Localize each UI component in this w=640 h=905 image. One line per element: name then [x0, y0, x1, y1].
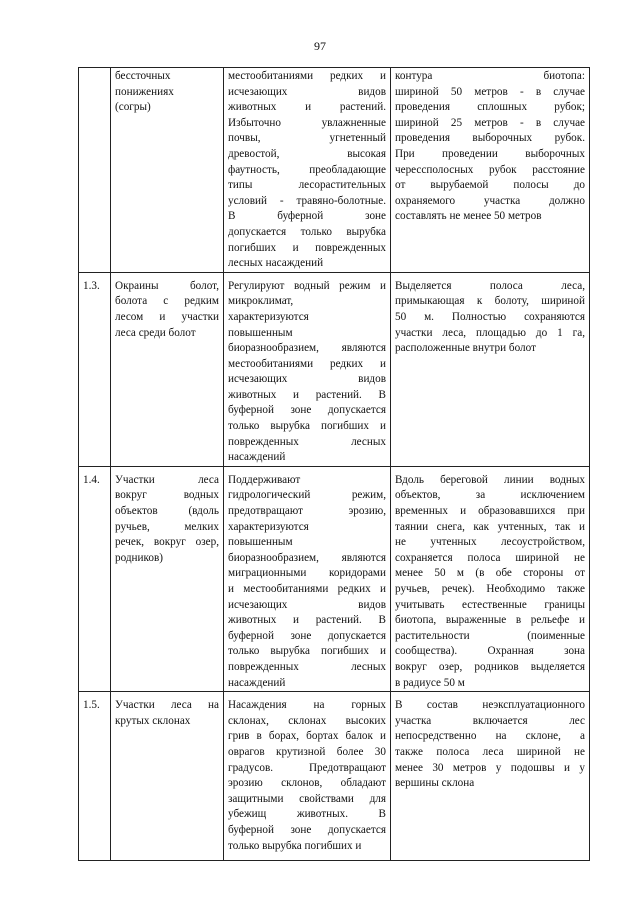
norm-text-line: временных и образовавшихся при: [395, 505, 585, 518]
norm-text-line: в радиусе 50 м: [395, 676, 465, 689]
norm-text-line: менее 30 метров у подошвы и у: [395, 761, 585, 774]
type-text-line: вокруг водных: [115, 489, 219, 502]
norm-text-line: ручьев, речек). Необходимо также: [395, 583, 585, 595]
row-number: 1.5.: [83, 699, 100, 712]
norm-text-line: контура биотопа:: [395, 70, 585, 82]
norm-text-line: менее 50 м (в обе стороны от: [395, 567, 585, 580]
purpose-text-line: биоразнообразием, являются: [228, 342, 386, 355]
purpose-text-line: Поддерживают: [228, 473, 301, 486]
purpose-text-line: эрозию склонов, обладают: [228, 777, 386, 790]
norm-text-line: не учтенных лесоустройством,: [395, 536, 585, 549]
purpose-text-line: исчезающих видов: [228, 598, 386, 611]
purpose-text-line: предотвращают эрозию,: [228, 505, 386, 518]
purpose-text-line: только вырубка погибших и: [228, 420, 386, 433]
row-number-cell: [79, 692, 111, 861]
norm-text-line: вершины склона: [395, 777, 475, 790]
norm-text-line: растительности (поименные: [395, 629, 585, 642]
purpose-text-line: условий - травяно-болотные.: [228, 194, 386, 207]
norm-text-line: примыкающая к болоту, шириной: [395, 295, 585, 308]
norm-text-line: расположенные внутри болот: [395, 342, 536, 355]
type-text-line: бессточных: [115, 70, 171, 82]
purpose-text-line: грив в борах, бортах балок и: [228, 730, 386, 743]
norm-text-line: участки леса, площадью до 1 га,: [395, 326, 585, 339]
norm-text-line: Выделяется полоса леса,: [395, 279, 585, 292]
type-cell: [111, 692, 224, 861]
purpose-text-line: Регулируют водный режим и: [228, 279, 386, 292]
purpose-cell: [224, 272, 391, 466]
type-text-line: (согры): [115, 101, 151, 114]
norm-text-line: охраняемого участка должно: [395, 194, 585, 207]
purpose-text-line: миграционными коридорами: [228, 567, 386, 580]
purpose-text-line: повышенным: [228, 326, 293, 339]
purpose-text-line: повышенным: [228, 536, 293, 549]
purpose-text-line: и местообитаниями редких и: [228, 583, 386, 595]
purpose-text-line: склонах, склонах высоких: [228, 714, 386, 727]
table-row-continued: [79, 68, 590, 273]
norm-text-line: от вырубаемой полосы до: [395, 179, 585, 192]
purpose-text-line: типы лесорастительных: [228, 179, 386, 192]
purpose-text-line: местообитаниями редких и: [228, 357, 386, 370]
type-text-line: Окраины болот,: [115, 279, 219, 292]
purpose-text-line: погибших и поврежденных: [228, 241, 386, 254]
norm-text-line: проведения сплошных рубок;: [395, 101, 585, 114]
purpose-text-line: животных и растений. В: [228, 388, 386, 401]
purpose-text-line: животных и растений. В: [228, 614, 386, 627]
type-text-line: Участки леса на: [115, 699, 219, 712]
norm-text-line: В состав неэксплуатационного: [395, 699, 585, 712]
purpose-text-line: только вырубка погибших и: [228, 645, 386, 658]
purpose-text-line: убежищ животных. В: [228, 808, 386, 821]
type-cell: [111, 68, 224, 273]
purpose-text-line: характеризуются: [228, 520, 309, 533]
norm-text-line: учитывать естественные границы: [395, 598, 585, 611]
norm-text-line: участка включается лес: [395, 714, 585, 727]
purpose-text-line: гидрологический режим,: [228, 489, 386, 502]
purpose-text-line: насаждений: [228, 451, 286, 464]
norm-text-line: шириной 50 метров - в случае: [395, 85, 585, 98]
protected-areas-table: [78, 67, 590, 861]
norm-text-line: шириной 25 метров - в случае: [395, 116, 585, 129]
page-number: 97: [314, 39, 326, 53]
purpose-text-line: фаутность, преобладающие: [228, 163, 386, 176]
norm-text-line: сохраняется полоса шириной не: [395, 551, 585, 564]
norm-text-line: биотопа, выраженные в рельефе и: [395, 614, 585, 627]
norm-text-line: составлять не менее 50 метров: [395, 210, 542, 223]
purpose-cell: [224, 692, 391, 861]
type-text-line: крутых склонах: [115, 714, 191, 727]
purpose-text-line: градусов. Предотвращают: [228, 761, 386, 774]
type-text-line: объектов (вдоль: [115, 505, 219, 518]
norm-cell: [391, 272, 590, 466]
norm-text-line: черессполосных рубок расстояние: [395, 163, 585, 176]
type-text-line: речек, вокруг озер,: [115, 536, 219, 549]
purpose-text-line: оврагов крутизной более 30: [228, 745, 386, 758]
type-text-line: ручьев, мелких: [115, 520, 219, 533]
norm-cell: [391, 466, 590, 691]
purpose-text-line: биоразнообразием, являются: [228, 551, 386, 564]
purpose-text-line: почвы, угнетенный: [228, 132, 386, 145]
norm-text-line: вокруг озер, родников выделяется: [395, 660, 585, 673]
row-number: 1.4.: [83, 473, 100, 486]
purpose-text-line: лесных насаждений: [228, 257, 324, 270]
purpose-text-line: В буферной зоне: [228, 210, 386, 223]
norm-text-line: объектов, за исключением: [395, 489, 585, 502]
purpose-text-line: животных и растений.: [228, 101, 386, 114]
norm-text-line: Вдоль береговой линии водных: [395, 473, 585, 486]
norm-cell: [391, 692, 590, 861]
purpose-text-line: характеризуются: [228, 310, 309, 323]
purpose-cell: [224, 466, 391, 691]
purpose-text-line: буферной зоне допускается: [228, 629, 386, 642]
type-cell: [111, 272, 224, 466]
norm-text-line: 50 м. Полностью сохраняются: [395, 310, 585, 323]
type-text-line: Участки леса: [115, 473, 219, 486]
type-text-line: леса среди болот: [115, 326, 196, 339]
norm-text-line: сообщества). Охранная зона: [395, 645, 585, 658]
type-text-line: родников): [115, 551, 163, 564]
purpose-text-line: поврежденных лесных: [228, 660, 386, 673]
purpose-text-line: допускается только вырубка: [228, 225, 386, 238]
purpose-text-line: исчезающих видов: [228, 373, 386, 386]
norm-text-line: проведения выборочных рубок.: [395, 132, 585, 145]
purpose-text-line: насаждений: [228, 676, 286, 689]
row-number-cell: [79, 272, 111, 466]
purpose-text-line: буферной зоне допускается: [228, 404, 386, 417]
row-number: 1.3.: [83, 279, 100, 292]
norm-cell: [391, 68, 590, 273]
purpose-text-line: поврежденных лесных: [228, 435, 386, 448]
norm-text-line: непосредственно на склоне, а: [395, 730, 585, 743]
purpose-text-line: древостой, высокая: [228, 147, 386, 160]
type-text-line: понижениях: [115, 85, 174, 98]
row-number-cell: [79, 68, 111, 273]
norm-text-line: также полоса леса шириной не: [395, 745, 585, 758]
purpose-text-line: исчезающих видов: [228, 85, 386, 98]
purpose-text-line: Насаждения на горных: [228, 699, 386, 712]
type-text-line: болота с редким: [115, 295, 219, 308]
norm-text-line: таянии снега, как учтенных, так и: [395, 520, 585, 533]
purpose-text-line: Избыточно увлажненные: [228, 116, 386, 129]
purpose-cell: [224, 68, 391, 273]
table-row-1-3: [79, 272, 590, 466]
table-row-1-4: [79, 466, 590, 691]
purpose-text-line: местообитаниями редких и: [228, 70, 386, 82]
row-number-cell: [79, 466, 111, 691]
purpose-text-line: буферной зоне допускается: [228, 823, 386, 836]
purpose-text-line: микроклимат,: [228, 295, 294, 308]
purpose-text-line: только вырубка погибших и: [228, 839, 362, 852]
purpose-text-line: защитными свойствами для: [228, 792, 386, 805]
type-text-line: лесом и участки: [115, 310, 219, 323]
norm-text-line: При проведении выборочных: [395, 147, 585, 160]
table-row-1-5: [79, 692, 590, 861]
type-cell: [111, 466, 224, 691]
